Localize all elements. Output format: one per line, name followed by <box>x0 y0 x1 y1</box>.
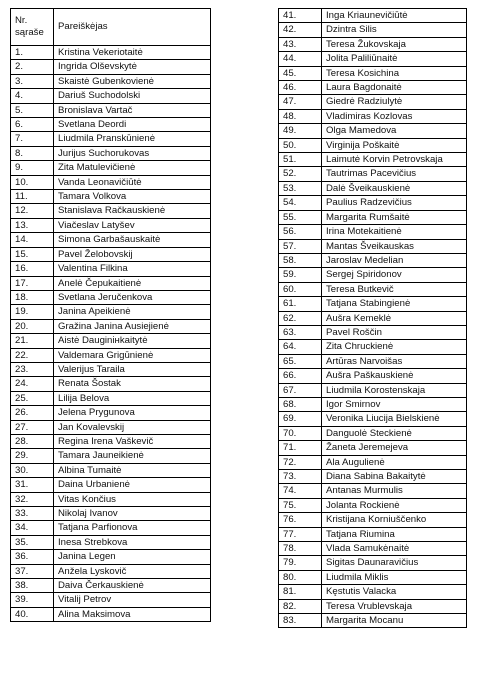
right-table-body <box>279 9 467 628</box>
table-row <box>11 463 211 477</box>
row-number: 42. <box>279 23 322 37</box>
applicant-name: Regina Irena Vaškevič <box>54 434 211 448</box>
row-number: 69. <box>279 412 322 426</box>
row-number: 16. <box>11 262 54 276</box>
applicant-name: Jaroslav Medelian <box>322 253 467 267</box>
table-row <box>11 593 211 607</box>
applicants-table-left <box>10 8 211 622</box>
table-row <box>11 204 211 218</box>
row-number: 21. <box>11 334 54 348</box>
row-number: 50. <box>279 138 322 152</box>
row-number: 1. <box>11 46 54 60</box>
row-number: 45. <box>279 66 322 80</box>
row-number: 75. <box>279 498 322 512</box>
row-number: 5. <box>11 103 54 117</box>
row-number: 37. <box>11 564 54 578</box>
applicant-name: Tatjana Riumina <box>322 527 467 541</box>
applicant-name: Teresa Vrublevskaja <box>322 599 467 613</box>
table-row <box>11 218 211 232</box>
table-header-row <box>11 9 211 46</box>
row-number: 49. <box>279 124 322 138</box>
row-number: 24. <box>11 377 54 391</box>
table-row <box>11 492 211 506</box>
applicant-name: Zita Chruckienė <box>322 340 467 354</box>
table-row <box>11 132 211 146</box>
row-number: 83. <box>279 614 322 628</box>
applicant-name: Janina Legen <box>54 550 211 564</box>
applicant-name: Albina Tumaitė <box>54 463 211 477</box>
table-row <box>279 354 467 368</box>
row-number: 39. <box>11 593 54 607</box>
table-row <box>11 146 211 160</box>
table-row <box>11 319 211 333</box>
applicant-name: Liudmila Pranskūnienė <box>54 132 211 146</box>
applicant-name: Vanda Leonavičiūtė <box>54 175 211 189</box>
table-row <box>279 23 467 37</box>
applicant-name: Vlada Samukėnaitė <box>322 542 467 556</box>
applicant-name: Paulius Radzevičius <box>322 196 467 210</box>
applicant-name: Dalė Šveikauskienė <box>322 181 467 195</box>
row-number: 47. <box>279 95 322 109</box>
applicant-column-header: Pareiškėjas <box>54 9 211 46</box>
row-number: 30. <box>11 463 54 477</box>
table-row <box>279 412 467 426</box>
table-row <box>279 470 467 484</box>
row-number: 77. <box>279 527 322 541</box>
row-number: 72. <box>279 455 322 469</box>
table-row <box>11 535 211 549</box>
table-row <box>279 138 467 152</box>
row-number: 54. <box>279 196 322 210</box>
applicant-name: Daiva Čerkauskienė <box>54 579 211 593</box>
table-row <box>279 210 467 224</box>
table-row <box>11 60 211 74</box>
row-number: 34. <box>11 521 54 535</box>
applicant-name: Vitas Končius <box>54 492 211 506</box>
row-number: 17. <box>11 276 54 290</box>
table-row <box>279 253 467 267</box>
row-number: 33. <box>11 507 54 521</box>
applicant-name: Daina Urbanienė <box>54 478 211 492</box>
row-number: 36. <box>11 550 54 564</box>
table-row <box>279 124 467 138</box>
table-row <box>11 406 211 420</box>
table-row <box>11 434 211 448</box>
applicants-table-right <box>278 8 467 628</box>
row-number: 74. <box>279 484 322 498</box>
applicant-name: Ala Augulienė <box>322 455 467 469</box>
row-number: 41. <box>279 9 322 23</box>
applicant-name: Virginija Poškaitė <box>322 138 467 152</box>
row-number: 46. <box>279 81 322 95</box>
table-row <box>11 377 211 391</box>
row-number: 43. <box>279 37 322 51</box>
row-number: 51. <box>279 153 322 167</box>
table-row <box>279 311 467 325</box>
row-number: 28. <box>11 434 54 448</box>
table-row <box>279 513 467 527</box>
applicant-name: Anelė Čepukaitienė <box>54 276 211 290</box>
applicant-name: Margarita Mocanu <box>322 614 467 628</box>
table-row <box>279 542 467 556</box>
table-row <box>279 383 467 397</box>
applicant-name: Irina Motekaitienė <box>322 225 467 239</box>
applicant-name: Mantas Šveikauskas <box>322 239 467 253</box>
applicant-name: Renata Šostak <box>54 377 211 391</box>
row-number: 52. <box>279 167 322 181</box>
table-row <box>11 564 211 578</box>
table-row <box>279 81 467 95</box>
row-number: 35. <box>11 535 54 549</box>
row-number: 67. <box>279 383 322 397</box>
row-number: 58. <box>279 253 322 267</box>
row-number: 61. <box>279 297 322 311</box>
applicant-name: Laimutė Korvin Petrovskaja <box>322 153 467 167</box>
row-number: 31. <box>11 478 54 492</box>
row-number: 73. <box>279 470 322 484</box>
row-number: 27. <box>11 420 54 434</box>
table-row <box>279 498 467 512</box>
table-row <box>11 305 211 319</box>
applicant-name: Stanislava Račkauskienė <box>54 204 211 218</box>
row-number: 57. <box>279 239 322 253</box>
table-row <box>279 167 467 181</box>
applicant-name: Svetlana Jeručenkova <box>54 290 211 304</box>
applicant-name: Diana Sabina Bakaitytė <box>322 470 467 484</box>
applicant-name: Simona Garbašauskaitė <box>54 233 211 247</box>
row-number: 78. <box>279 542 322 556</box>
table-row <box>11 334 211 348</box>
row-number: 2. <box>11 60 54 74</box>
table-row <box>11 579 211 593</box>
table-row <box>279 52 467 66</box>
row-number: 44. <box>279 52 322 66</box>
row-number: 9. <box>11 161 54 175</box>
row-number: 20. <box>11 319 54 333</box>
row-number: 40. <box>11 607 54 621</box>
applicant-name: Lilija Belova <box>54 391 211 405</box>
row-number: 48. <box>279 109 322 123</box>
row-number: 23. <box>11 362 54 376</box>
applicant-name: Vladimiras Kozlovas <box>322 109 467 123</box>
row-number: 70. <box>279 426 322 440</box>
table-row <box>11 607 211 621</box>
applicant-name: Tamara Volkova <box>54 190 211 204</box>
row-number: 62. <box>279 311 322 325</box>
row-number: 11. <box>11 190 54 204</box>
table-row <box>11 247 211 261</box>
table-row <box>279 340 467 354</box>
applicant-name: Teresa Butkevič <box>322 282 467 296</box>
table-row <box>11 478 211 492</box>
table-row <box>279 297 467 311</box>
applicant-name: Tatjana Parfionova <box>54 521 211 535</box>
applicant-name: Danguolė Steckienė <box>322 426 467 440</box>
left-table-body <box>11 46 211 622</box>
applicant-name: Dzintra Silis <box>322 23 467 37</box>
table-row <box>11 276 211 290</box>
table-row <box>11 118 211 132</box>
applicant-name: Giedrė Radziulytė <box>322 95 467 109</box>
row-number: 38. <box>11 579 54 593</box>
row-number: 15. <box>11 247 54 261</box>
table-row <box>279 585 467 599</box>
applicant-name: Pavel Roščin <box>322 325 467 339</box>
row-number: 19. <box>11 305 54 319</box>
row-number: 59. <box>279 268 322 282</box>
applicant-name: Tatjana Stabingienė <box>322 297 467 311</box>
row-number: 4. <box>11 89 54 103</box>
row-number: 79. <box>279 556 322 570</box>
row-number: 60. <box>279 282 322 296</box>
applicant-name: Ingrida Olševskytė <box>54 60 211 74</box>
applicant-name: Gražina Janina Ausiejienė <box>54 319 211 333</box>
applicant-name: Inesa Strebkova <box>54 535 211 549</box>
table-row <box>279 441 467 455</box>
applicant-name: Antanas Murmulis <box>322 484 467 498</box>
applicant-name: Sigitas Daunaravičius <box>322 556 467 570</box>
table-row <box>11 449 211 463</box>
applicant-name: Anžela Lyskovič <box>54 564 211 578</box>
row-number: 12. <box>11 204 54 218</box>
row-number: 53. <box>279 181 322 195</box>
row-number: 68. <box>279 397 322 411</box>
applicant-name: Janina Apeikienė <box>54 305 211 319</box>
table-row <box>279 153 467 167</box>
table-row <box>279 37 467 51</box>
applicant-name: Skaistė Gubenkovienė <box>54 74 211 88</box>
row-number: 10. <box>11 175 54 189</box>
applicant-name: Kristijana Korniuščenko <box>322 513 467 527</box>
applicant-name: Liudmila Korostenskaja <box>322 383 467 397</box>
table-row <box>11 391 211 405</box>
applicant-name: Valerijus Taraila <box>54 362 211 376</box>
applicant-name: Svetlana Deordi <box>54 118 211 132</box>
row-number: 7. <box>11 132 54 146</box>
table-row <box>11 507 211 521</box>
applicant-name: Margarita Rumšaitė <box>322 210 467 224</box>
applicant-name: Jolanta Rockienė <box>322 498 467 512</box>
table-row <box>279 66 467 80</box>
table-row <box>279 181 467 195</box>
table-row <box>11 362 211 376</box>
table-row <box>279 614 467 628</box>
table-row <box>279 570 467 584</box>
row-number: 8. <box>11 146 54 160</box>
row-number: 55. <box>279 210 322 224</box>
applicant-name: Liudmila Miklis <box>322 570 467 584</box>
table-row <box>11 89 211 103</box>
row-number: 63. <box>279 325 322 339</box>
applicant-name: Kęstutis Valacka <box>322 585 467 599</box>
row-number: 71. <box>279 441 322 455</box>
table-row <box>279 527 467 541</box>
table-row <box>279 109 467 123</box>
table-row <box>279 225 467 239</box>
table-row <box>279 397 467 411</box>
table-row <box>11 190 211 204</box>
applicant-name: Inga Kriaunevičiūtė <box>322 9 467 23</box>
table-row <box>11 550 211 564</box>
row-number: 22. <box>11 348 54 362</box>
table-row <box>11 103 211 117</box>
applicant-name: Igor Smirnov <box>322 397 467 411</box>
applicant-name: Aistė Dauginінkaitytė <box>54 334 211 348</box>
applicant-name: Tamara Jauneikienė <box>54 449 211 463</box>
applicant-name: Alina Maksimova <box>54 607 211 621</box>
applicant-name: Žaneta Jeremejeva <box>322 441 467 455</box>
number-column-header: Nr. sąraše <box>11 9 54 46</box>
table-row <box>279 325 467 339</box>
row-number: 29. <box>11 449 54 463</box>
row-number: 81. <box>279 585 322 599</box>
table-row <box>279 369 467 383</box>
table-row <box>279 282 467 296</box>
table-row <box>11 521 211 535</box>
row-number: 66. <box>279 369 322 383</box>
applicant-name: Jan Kovalevskij <box>54 420 211 434</box>
table-row <box>279 196 467 210</box>
applicant-name: Aušra Paškauskienė <box>322 369 467 383</box>
row-number: 82. <box>279 599 322 613</box>
row-number: 32. <box>11 492 54 506</box>
table-row <box>279 9 467 23</box>
applicant-name: Dariuš Suchodolski <box>54 89 211 103</box>
applicant-name: Artūras Narvoišas <box>322 354 467 368</box>
applicant-name: Aušra Kemeklė <box>322 311 467 325</box>
applicant-name: Teresa Žukovskaja <box>322 37 467 51</box>
row-number: 13. <box>11 218 54 232</box>
row-number: 76. <box>279 513 322 527</box>
row-number: 80. <box>279 570 322 584</box>
table-row <box>279 95 467 109</box>
applicant-name: Zita Matulevičienė <box>54 161 211 175</box>
table-row <box>11 161 211 175</box>
table-row <box>11 420 211 434</box>
applicant-name: Nikolaj Ivanov <box>54 507 211 521</box>
row-number: 6. <box>11 118 54 132</box>
table-row <box>11 233 211 247</box>
table-row <box>279 268 467 282</box>
row-number: 65. <box>279 354 322 368</box>
applicant-name: Vitalij Petrov <box>54 593 211 607</box>
row-number: 3. <box>11 74 54 88</box>
row-number: 14. <box>11 233 54 247</box>
applicant-name: Bronislava Vartač <box>54 103 211 117</box>
table-row <box>11 175 211 189</box>
applicant-name: Tautrimas Pacevičius <box>322 167 467 181</box>
applicant-name: Sergej Spiridonov <box>322 268 467 282</box>
row-number: 18. <box>11 290 54 304</box>
applicant-name: Valentina Filkina <box>54 262 211 276</box>
applicant-name: Teresa Kosichina <box>322 66 467 80</box>
applicant-name: Viačeslav Latyšev <box>54 218 211 232</box>
row-number: 64. <box>279 340 322 354</box>
applicant-name: Laura Bagdonaitė <box>322 81 467 95</box>
table-row <box>11 348 211 362</box>
row-number: 56. <box>279 225 322 239</box>
table-row <box>11 74 211 88</box>
table-row <box>279 484 467 498</box>
applicant-name: Veronika Liucija Bielskienė <box>322 412 467 426</box>
applicant-name: Jelena Prygunova <box>54 406 211 420</box>
applicant-name: Valdemara Grigūnienė <box>54 348 211 362</box>
table-row <box>279 426 467 440</box>
table-row <box>11 262 211 276</box>
table-row <box>11 46 211 60</box>
row-number: 26. <box>11 406 54 420</box>
table-row <box>11 290 211 304</box>
applicant-name: Jolita Paliliūnaitė <box>322 52 467 66</box>
table-row <box>279 239 467 253</box>
table-row <box>279 599 467 613</box>
applicant-name: Olga Mamedova <box>322 124 467 138</box>
table-row <box>279 455 467 469</box>
applicant-name: Pavel Želobovskij <box>54 247 211 261</box>
row-number: 25. <box>11 391 54 405</box>
table-row <box>279 556 467 570</box>
applicant-name: Jurijus Suchorukovas <box>54 146 211 160</box>
applicant-name: Kristina Vekeriotaitė <box>54 46 211 60</box>
